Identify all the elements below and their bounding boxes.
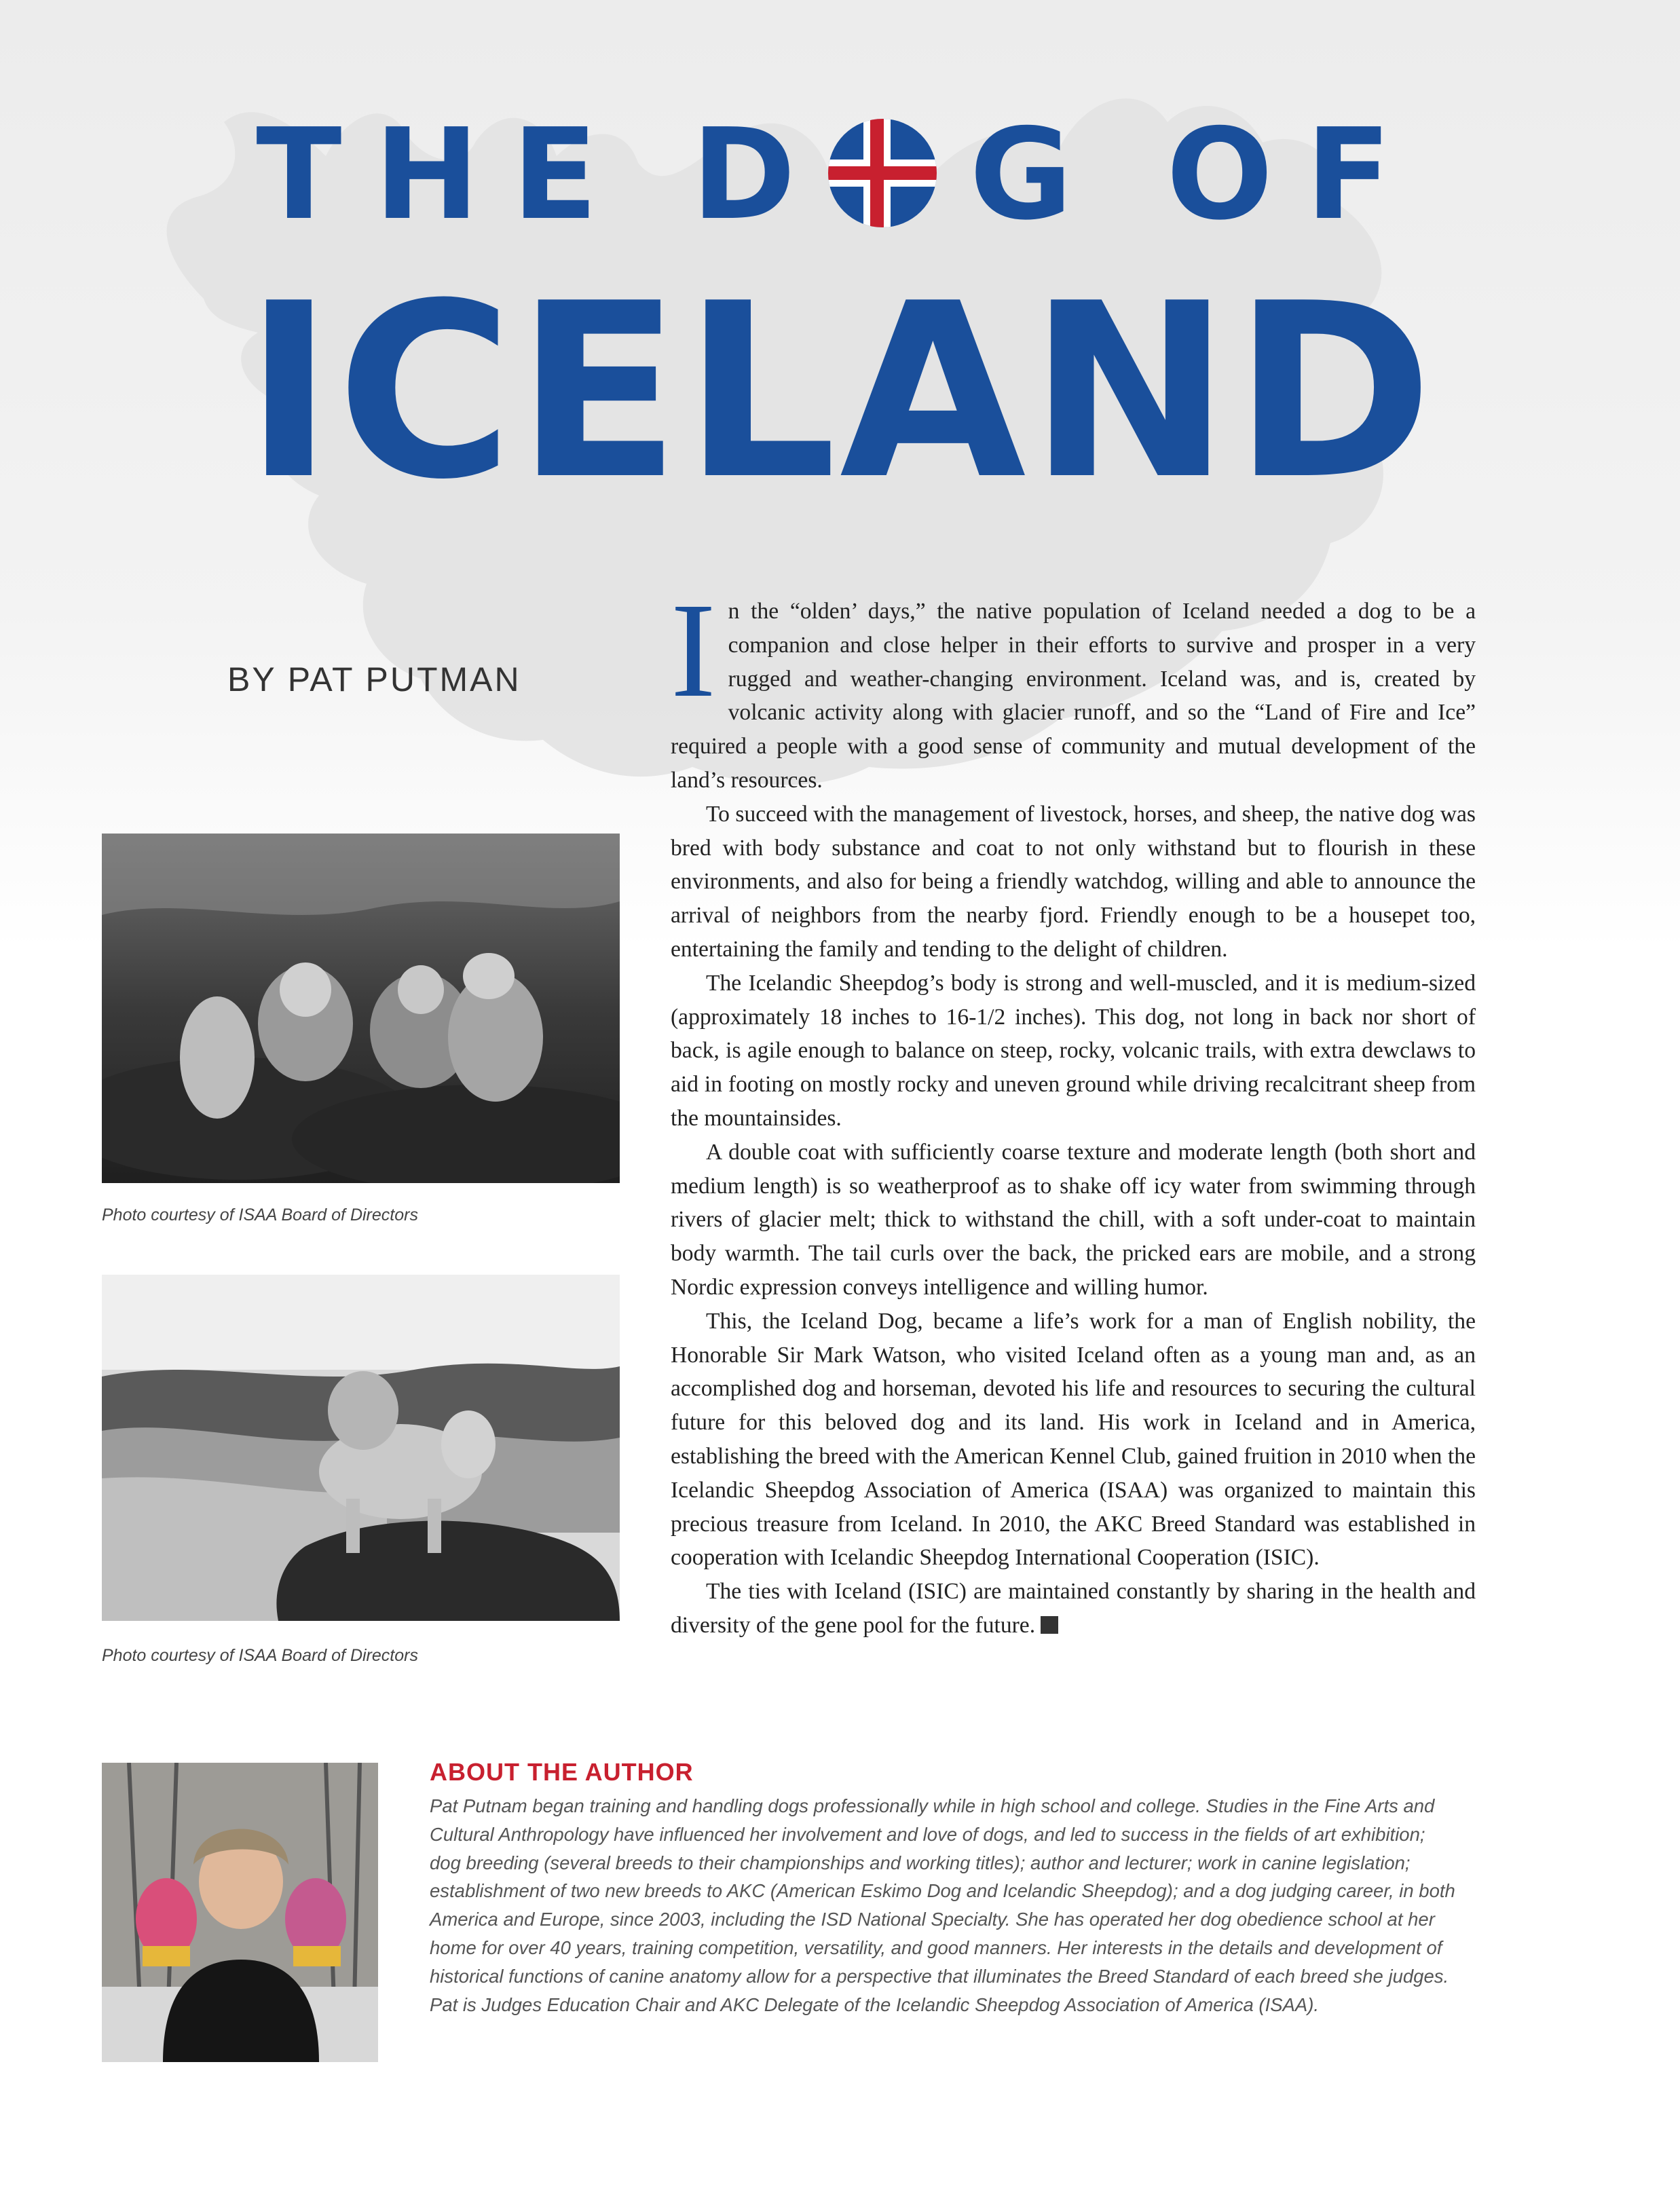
title-word-of: OF <box>1166 101 1424 248</box>
about-author-heading: ABOUT THE AUTHOR <box>430 1758 694 1786</box>
title-word-the: THE <box>256 101 631 248</box>
title-letter-d: D <box>691 101 829 248</box>
photo-people-with-dogs <box>102 834 620 1183</box>
end-mark-icon <box>1041 1616 1058 1634</box>
photo-caption-2: Photo courtesy of ISAA Board of Directors <box>102 1646 418 1665</box>
title-line-1 <box>0 101 1680 248</box>
byline: BY PAT PUTMAN <box>227 660 521 698</box>
about-author-body: Pat Putnam began training and handling dogs professionally while in high school and college. Studies in the Fine Arts and Cultural Anthropology have influenced her involvement and love of dogs, and led to success in the fields of art exhibition; dog breeding (several breeds to their championships and working titles); author and lecturer; work in canine legislation; establishment of two new breeds to AKC (American Eskimo Dog and Icelandic Sheepdog); and a dog judging career, in both America and Europe, since 2003, including the ISD National Specialty. She has operated her dog obedience school at her home for over 40 years, training competition, versatility, and good manners. Her interests in the details and development of historical functions of canine anatomy allow for a perspective that illuminates the Breed Standard of each breed she judges. Pat is Judges Education Chair and AKC Delegate of the Icelandic Sheepdog Association of America (ISAA). <box>430 1795 1455 2015</box>
title-letter-g: G <box>969 101 1106 248</box>
author-photo <box>102 1763 378 2062</box>
article-paragraph-5: This, the Iceland Dog, became a life’s work for a man of English nobility, the Honorable Sir Mark Watson, who visited Iceland often as a young man and, as an accomplished dog and horseman, devoted his life and resources to securing the cultural future for this beloved dog and its land. His work in Iceland and in America, establishing the breed with the American Kennel Club, gained fruition in 2010 when the Icelandic Sheepdog Association of America (ISAA) was organized to maintain this precious treasure from Iceland. In 2010, the AKC Breed Standard was established in cooperation with Icelandic Sheepdog International Cooperation (ISIC). <box>671 1308 1476 1571</box>
article-paragraph-2: To succeed with the management of livestock, horses, and sheep, the native dog was bred with body substance and coat to not only withstand but to flourish in these environments, and also for being a friendly watchdog, willing and able to announce the arrival of neighbors from the nearby fjord. Friendly enough to be a housepet too, entertaining the family and tending to the delight of children. <box>671 801 1476 962</box>
iceland-flag-icon <box>828 119 937 227</box>
article-body <box>671 576 1476 1643</box>
article-paragraph-3: The Icelandic Sheepdog’s body is strong and well-muscled, and it is medium-sized (approximately 18 inches to 16-1/2 inches). This dog, not long in back nor short of back, is agile enough to balance on steep, rocky, volcanic trails, with extra dewclaws to aid in footing on mostly rocky and uneven ground while driving recalcitrant sheep from the mountainsides. <box>671 970 1476 1131</box>
article-paragraph-1 <box>671 576 1476 798</box>
title-line-2: ICELAND <box>244 251 1436 532</box>
photo-dog-on-rock <box>102 1275 620 1621</box>
drop-cap: I <box>671 576 716 726</box>
article-paragraph-6-text: The ties with Iceland (ISIC) are maintained constantly by sharing in the health and diversity of the gene pool for the future. <box>671 1579 1476 1638</box>
article-paragraph-4: A double coat with sufficiently coarse texture and moderate length (both short and medium length) is so weatherproof as to shake off icy water from swimming through rivers of glacier melt; thick to withstand the chill, with a soft under-coat to maintain body warmth. The tail curls over the back, the pricked ears are mobile, and a strong Nordic expression conveys intelligence and willing humor. <box>671 1139 1476 1300</box>
article-paragraph-6 <box>671 1575 1476 1643</box>
article-paragraph-1-text: n the “olden’ days,” the native population of Iceland needed a dog to be a companion and close helper in their efforts to survive and prosper in a very rugged and weather-changing environment. Iceland was, and is, created by volcanic activity along with glacier runoff, and so the “Land of Fire and Ice” required a people with a good sense of community and mutual development of the land’s resources. <box>671 599 1476 793</box>
photo-caption-1: Photo courtesy of ISAA Board of Directors <box>102 1205 418 1224</box>
